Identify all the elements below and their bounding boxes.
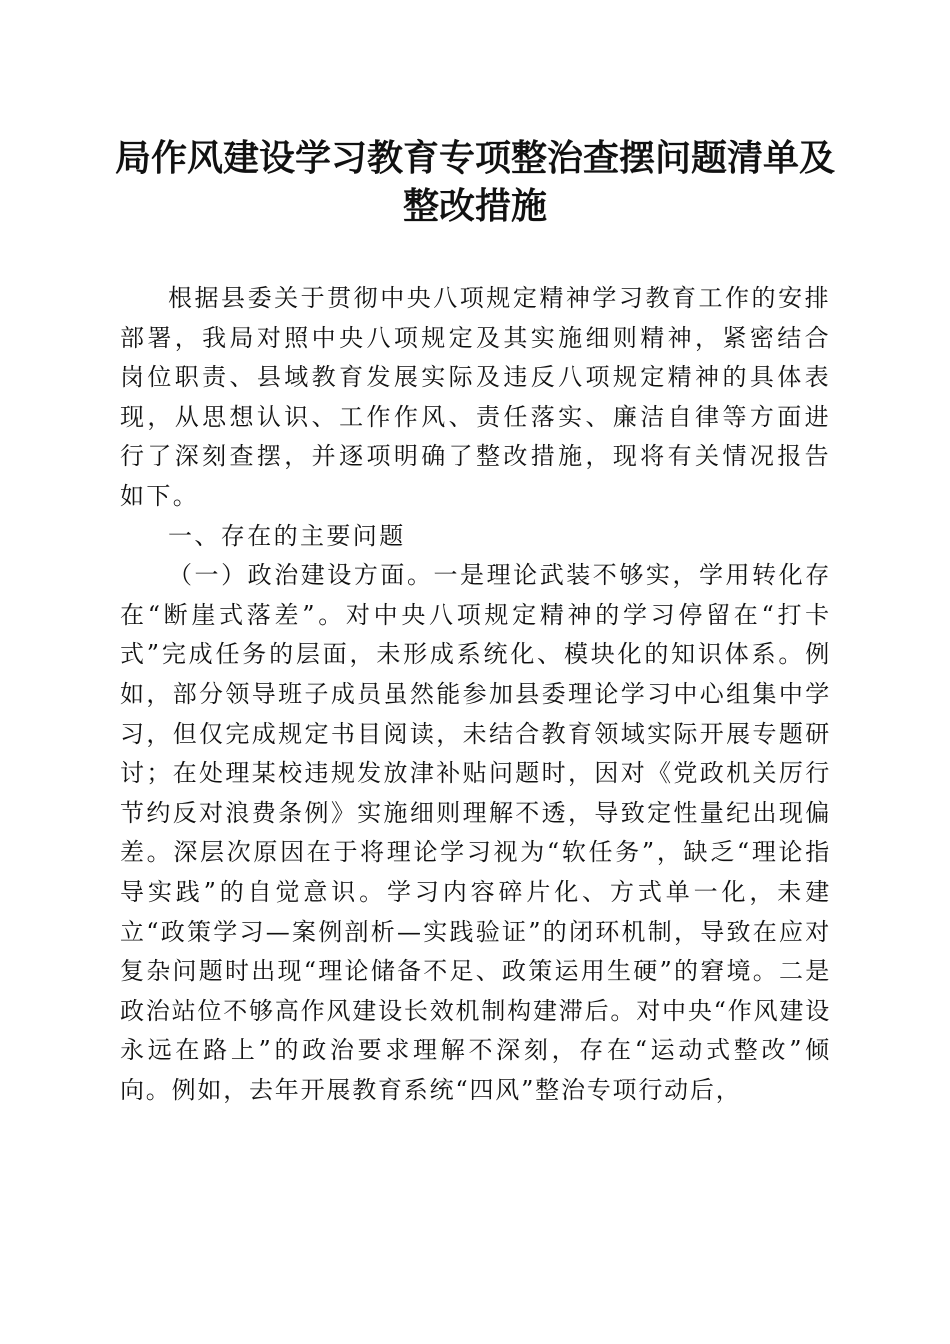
title-line-1: 局作风建设学习教育专项整治查摆问题清单及: [114, 137, 835, 179]
body-paragraph: （一）政治建设方面。一是理论武装不够实，学用转化存在“断崖式落差”。对中央八项规定精神的学习停留在“打卡式”完成任务的层面，未形成系统化、模块化的知识体系。例如，部分领导班子成员虽然能参加县委理论学习中心组集中学习，但仅完成规定书目阅读，未结合教育领域实际开展专题研讨；在处理某校违规发放津补贴问题时，因对《党政机关厉行节约反对浪费条例》实施细则理解不透，导致定性量纪出现偏差。深层次原因在于将理论学习视为“软任务”，缺乏“理论指导实践”的自觉意识。学习内容碎片化、方式单一化，未建立“政策学习—案例剖析—实践验证”的闭环机制，导致在应对复杂问题时出现“理论储备不足、政策运用生硬”的窘境。二是政治站位不够高作风建设长效机制构建滞后。对中央“作风建设永远在路上”的政治要求理解不深刻，存在“运动式整改”倾向。例如，去年开展教育系统“四风”整治专项行动后，: [120, 561, 831, 1104]
document-body: [120, 279, 831, 1110]
document-title: [100, 134, 850, 230]
section-heading: 一、存在的主要问题: [168, 521, 406, 550]
title-line-2: 整改措施: [402, 185, 547, 227]
intro-paragraph: 根据县委关于贯彻中央八项规定精神学习教育工作的安排部署，我局对照中央八项规定及其实施细则精神，紧密结合岗位职责、县域教育发展实际及违反八项规定精神的具体表现，从思想认识、工作作风、责任落实、廉洁自律等方面进行了深刻查摆，并逐项明确了整改措施，现将有关情况报告如下。: [120, 284, 831, 510]
